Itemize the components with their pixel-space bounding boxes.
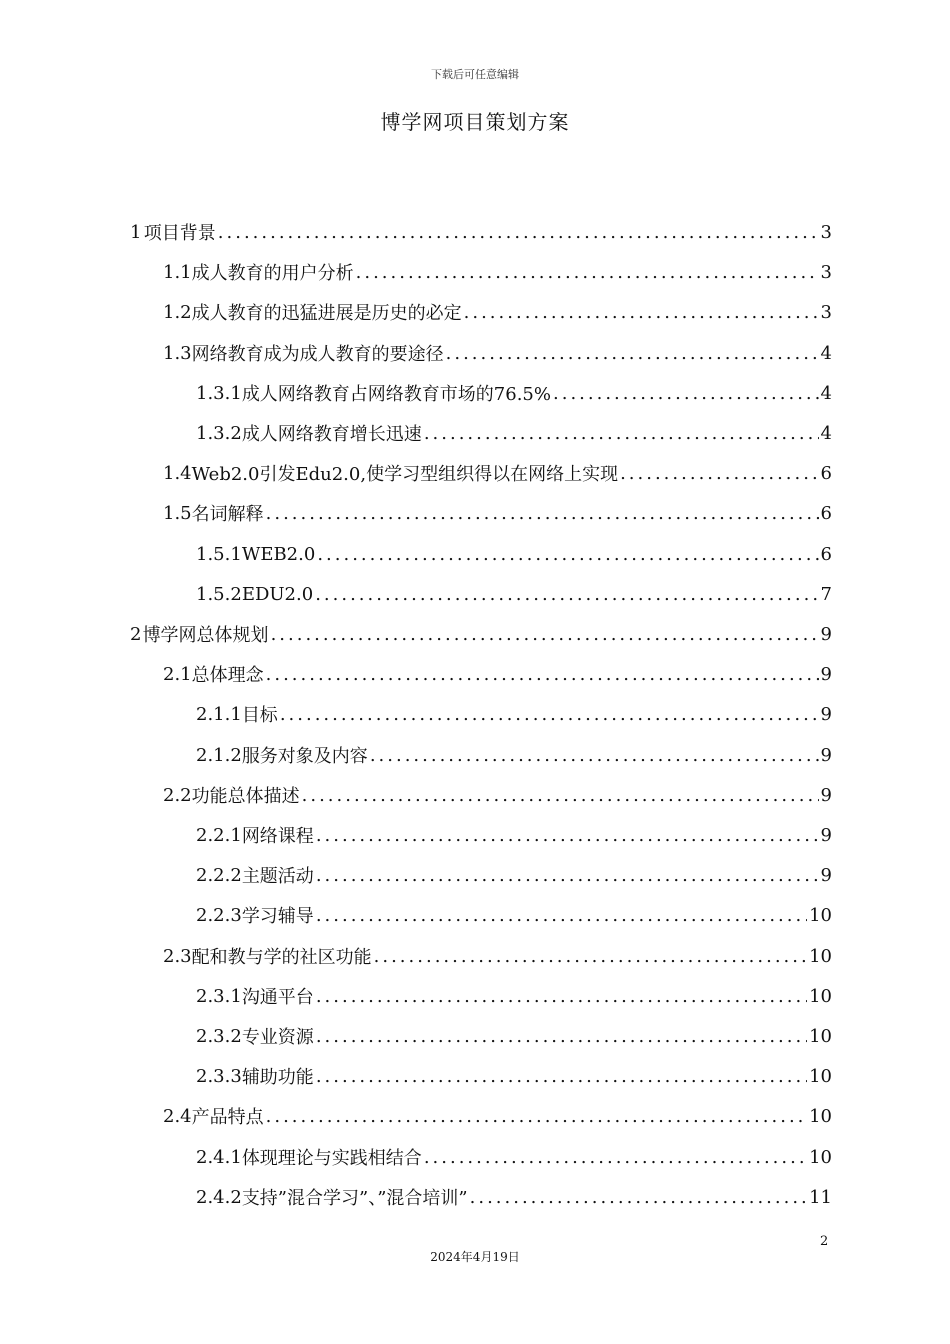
toc-entry-number: 2.2 (163, 784, 192, 806)
toc-entry[interactable] (196, 1060, 832, 1092)
toc-entry-page: 10 (809, 1065, 832, 1087)
toc-entry-page: 9 (820, 623, 832, 645)
toc-leader-dots (316, 986, 807, 1007)
toc-entry[interactable] (163, 337, 832, 369)
toc-entry[interactable] (130, 216, 832, 248)
toc-entry-page: 10 (809, 904, 832, 926)
toc-entry-title: 名词解释 (191, 504, 264, 525)
footer-date: 2024年4月19日 (430, 1250, 520, 1264)
toc-leader-dots (280, 704, 819, 725)
toc-entry[interactable] (163, 497, 832, 529)
toc-entry-number: 2.1.2 (196, 744, 242, 766)
toc-leader-dots (620, 463, 818, 484)
toc-entry-number: 1 (130, 221, 142, 243)
toc-leader-dots (266, 503, 819, 524)
toc-entry-title: WEB2.0 (241, 543, 316, 565)
toc-entry-page: 9 (820, 824, 832, 846)
toc-entry-title: 成人网络教育占网络教育市场的76.5% (241, 384, 551, 405)
toc-entry[interactable] (196, 1181, 832, 1213)
toc-entry-number: 2.4.2 (196, 1186, 242, 1208)
toc-entry-page: 10 (809, 1105, 832, 1127)
document-title: 博学网项目策划方案 (380, 110, 570, 134)
toc-leader-dots (553, 383, 819, 404)
toc-entry-title: 总体理念 (191, 665, 264, 686)
toc-entry-page: 4 (820, 422, 832, 444)
toc-entry-number: 1.3.1 (196, 382, 242, 404)
page-number: 2 (820, 1234, 829, 1249)
toc-entry-title: 目标 (241, 705, 278, 726)
toc-entry-page: 9 (820, 744, 832, 766)
toc-entry-page: 10 (809, 1025, 832, 1047)
toc-leader-dots (316, 905, 807, 926)
toc-entry[interactable] (196, 578, 832, 610)
toc-entry-title: Web2.0引发Edu2.0,使学习型组织得以在网络上实现 (191, 464, 619, 485)
toc-leader-dots (316, 825, 819, 846)
toc-leader-dots (271, 624, 819, 645)
toc-leader-dots (470, 1187, 807, 1208)
toc-entry[interactable] (163, 779, 832, 811)
toc-entry[interactable] (196, 698, 832, 730)
toc-entry-number: 1.5.1 (196, 543, 242, 565)
toc-entry[interactable] (130, 618, 832, 650)
toc-entry-page: 9 (820, 663, 832, 685)
toc-entry-title: 服务对象及内容 (241, 746, 368, 767)
toc-entry-title: 体现理论与实践相结合 (241, 1148, 422, 1169)
toc-leader-dots (266, 1106, 807, 1127)
toc-entry-page: 6 (820, 462, 832, 484)
toc-leader-dots (316, 1066, 807, 1087)
toc-entry-page: 6 (820, 543, 832, 565)
toc-entry-page: 9 (820, 864, 832, 886)
toc-leader-dots (446, 343, 819, 364)
toc-entry-number: 2.2.2 (196, 864, 242, 886)
toc-entry[interactable] (163, 658, 832, 690)
toc-entry[interactable] (163, 940, 832, 972)
toc-entry-page: 10 (809, 1146, 832, 1168)
toc-leader-dots (424, 423, 819, 444)
toc-entry[interactable] (163, 296, 832, 328)
toc-entry-number: 1.3.2 (196, 422, 242, 444)
toc-entry-number: 2.3.3 (196, 1065, 242, 1087)
toc-entry-title: 项目背景 (143, 223, 216, 244)
toc-entry-title: 学习辅导 (241, 906, 314, 927)
toc-leader-dots (374, 946, 807, 967)
toc-entry-number: 2.4 (163, 1105, 192, 1127)
toc-entry[interactable] (196, 980, 832, 1012)
toc-leader-dots (315, 584, 818, 605)
toc-entry-number: 1.3 (163, 342, 192, 364)
toc-leader-dots (370, 745, 819, 766)
toc-entry-number: 2.1 (163, 663, 192, 685)
toc-entry-number: 2.3.1 (196, 985, 242, 1007)
toc-entry-page: 4 (820, 382, 832, 404)
toc-entry-page: 7 (820, 583, 832, 605)
toc-entry-title: 网络课程 (241, 826, 314, 847)
toc-entry-page: 3 (820, 221, 832, 243)
toc-entry[interactable] (196, 819, 832, 851)
toc-entry[interactable] (196, 377, 832, 409)
toc-entry[interactable] (163, 457, 832, 489)
toc-entry-page: 4 (820, 342, 832, 364)
toc-entry-number: 2 (130, 623, 142, 645)
toc-entry-title: 成人网络教育增长迅速 (241, 424, 422, 445)
toc-entry-number: 2.2.1 (196, 824, 242, 846)
toc-leader-dots (316, 1026, 807, 1047)
toc-entry-page: 10 (809, 985, 832, 1007)
toc-entry-number: 1.5 (163, 502, 192, 524)
toc-entry[interactable] (196, 859, 832, 891)
toc-entry-page: 3 (820, 301, 832, 323)
toc-entry-title: 专业资源 (241, 1027, 314, 1048)
toc-leader-dots (218, 222, 819, 243)
toc-entry-title: 成人教育的用户分析 (191, 263, 354, 284)
header-note: 下载后可任意编辑 (431, 68, 519, 81)
toc-entry[interactable] (196, 739, 832, 771)
toc-entry-page: 6 (820, 502, 832, 524)
toc-entry[interactable] (163, 256, 832, 288)
toc-entry-page: 11 (809, 1186, 832, 1208)
toc-entry[interactable] (196, 1141, 832, 1173)
toc-entry-page: 10 (809, 945, 832, 967)
toc-entry-number: 2.1.1 (196, 703, 242, 725)
toc-entry-number: 2.3.2 (196, 1025, 242, 1047)
toc-entry[interactable] (196, 538, 832, 570)
toc-entry[interactable] (196, 1020, 832, 1052)
toc-entry-number: 1.2 (163, 301, 192, 323)
toc-leader-dots (266, 664, 819, 685)
toc-entry-number: 1.1 (163, 261, 192, 283)
toc-entry-page: 9 (820, 703, 832, 725)
toc-entry-title: 博学网总体规划 (142, 625, 269, 646)
toc-leader-dots (316, 865, 819, 886)
toc-leader-dots (424, 1147, 807, 1168)
toc-entry-title: 产品特点 (191, 1107, 264, 1128)
toc-entry-number: 2.3 (163, 945, 192, 967)
toc-entry-title: 沟通平台 (241, 987, 314, 1008)
toc-entry[interactable] (163, 1100, 832, 1132)
toc-entry-page: 9 (820, 784, 832, 806)
toc-entry-number: 1.5.2 (196, 583, 242, 605)
toc-entry-page: 3 (820, 261, 832, 283)
toc-leader-dots (302, 785, 819, 806)
toc-entry-title: 主题活动 (241, 866, 314, 887)
toc-entry-title: 成人教育的迅猛进展是历史的必定 (191, 303, 462, 324)
toc-entry-title: 配和教与学的社区功能 (191, 947, 372, 968)
toc-entry-title: 支持”混合学习”、”混合培训” (241, 1188, 468, 1209)
toc-entry-number: 2.2.3 (196, 904, 242, 926)
toc-entry-title: 辅助功能 (241, 1067, 314, 1088)
toc-entry-number: 1.4 (163, 462, 192, 484)
toc-entry-number: 2.4.1 (196, 1146, 242, 1168)
toc-leader-dots (464, 302, 819, 323)
toc-entry[interactable] (196, 899, 832, 931)
toc-entry-title: 功能总体描述 (191, 786, 300, 807)
toc-leader-dots (317, 544, 818, 565)
toc-leader-dots (356, 262, 819, 283)
toc-entry[interactable] (196, 417, 832, 449)
toc-entry-title: 网络教育成为成人教育的要途径 (191, 344, 444, 365)
toc-entry-title: EDU2.0 (241, 583, 314, 605)
